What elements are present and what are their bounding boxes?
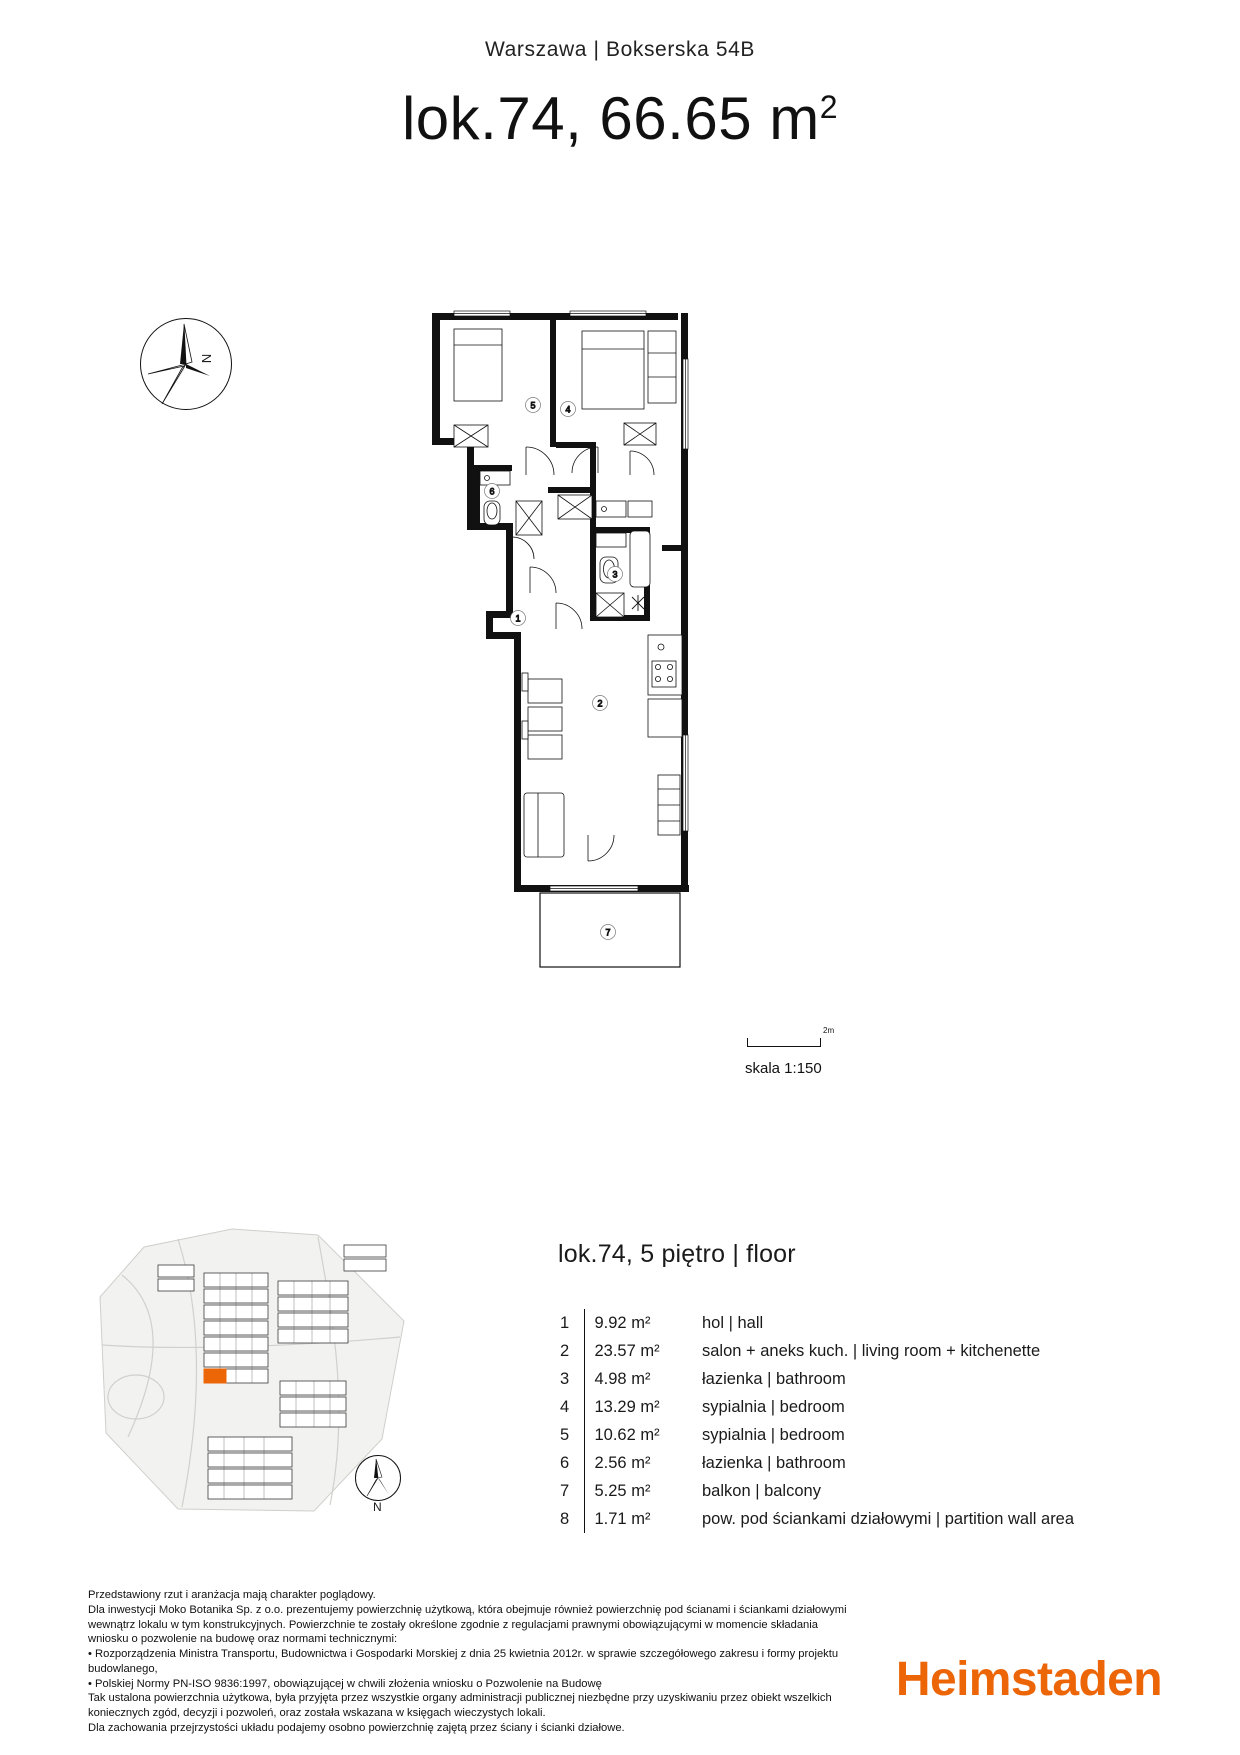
compass-ring-icon [355, 1455, 401, 1501]
legend-number: 3 [560, 1369, 570, 1388]
disclaimer-line: Dla zachowania przejrzystości układu podajemy osobno powierzchnię zajętą przez ściany i ścianki działowe. [88, 1722, 625, 1735]
legend-panel [558, 1240, 1178, 1533]
svg-text:7: 7 [605, 927, 611, 938]
legend-description: łazienka | bathroom [702, 1369, 846, 1388]
legend-description: sypialnia | bedroom [702, 1397, 845, 1416]
compass-north-label: N [199, 353, 215, 364]
legend-number: 5 [560, 1425, 570, 1444]
project-location: Warszawa | Bokserska 54B [485, 38, 755, 61]
legend-description: sypialnia | bedroom [702, 1425, 845, 1444]
legend-description: salon + aneks kuch. | living room + kitchenette [702, 1341, 1041, 1360]
scale-unit-label: 2m [823, 1026, 835, 1035]
table-row [558, 1477, 1074, 1505]
svg-text:4: 4 [565, 404, 571, 415]
disclaimer-line: • Polskiej Normy PN-ISO 9836:1997, obowiązującej w chwili złożenia wniosku o Pozwolenie na Budowę [88, 1677, 602, 1690]
svg-text:1: 1 [515, 613, 521, 624]
legend-number: 4 [560, 1397, 570, 1416]
table-row [558, 1393, 1074, 1421]
scale-label: skala 1:150 [745, 1060, 822, 1077]
legend-heading: lok.74, 5 piętro | floor [558, 1240, 796, 1268]
svg-text:5: 5 [530, 400, 536, 411]
disclaimer-line: Przedstawiony rzut i aranżacja mają charakter poglądowy. [88, 1589, 376, 1601]
legend-number: 7 [560, 1481, 570, 1500]
legend-table [558, 1309, 1074, 1533]
table-row [558, 1449, 1074, 1477]
svg-text:3: 3 [612, 569, 618, 580]
disclaimer-line: • Rozporządzenia Ministra Transportu, Budownictwa i Gospodarki Morskiej z dnia 25 kwietnia 2012r. w sprawie szczegółowego zakresu i formy projektu budowlanego, [88, 1648, 839, 1675]
legend-area: 23.57 m² [584, 1337, 684, 1365]
table-row [558, 1505, 1074, 1533]
compass-north-label: N [373, 1500, 382, 1514]
floor-plan-drawing [430, 305, 750, 985]
legal-disclaimer [88, 1588, 858, 1736]
legend-number: 6 [560, 1453, 570, 1472]
page-header [0, 0, 1240, 153]
page-title-superscript: 2 [819, 89, 839, 125]
page-title-text: lok.74, 66.65 m [401, 85, 820, 152]
highlighted-unit-marker [204, 1369, 226, 1383]
legend-number: 1 [560, 1313, 570, 1332]
legend-area: 10.62 m² [584, 1421, 684, 1449]
legend-area: 13.29 m² [584, 1393, 684, 1421]
page-title [0, 84, 1240, 153]
legend-area: 1.71 m² [584, 1505, 684, 1533]
compass-ring-icon [140, 318, 232, 410]
svg-text:2: 2 [597, 698, 603, 709]
table-row [558, 1421, 1074, 1449]
legend-description: pow. pod ściankami działowymi | partition wall area [702, 1509, 1075, 1528]
legend-number: 2 [560, 1341, 570, 1360]
floor-plan [430, 305, 750, 985]
brand-logo: Heimstaden [895, 1653, 1162, 1706]
plan-compass [140, 318, 232, 410]
table-row [558, 1309, 1074, 1337]
scale-bar-icon [747, 1038, 821, 1047]
table-row [558, 1337, 1074, 1365]
sitemap-compass [355, 1455, 407, 1517]
legend-area: 5.25 m² [584, 1477, 684, 1505]
scale-indicator [745, 1026, 835, 1077]
disclaimer-line: Tak ustalona powierzchnia użytkowa, była przyjęta przez wszystkie organy administracji publicznej niezbędne przy uzyskiwaniu przez obiekt wszelkich koniecznych zgód, decyzji i pozwoleń, oraz została wskazana w księgach wieczystych lokali. [88, 1692, 832, 1720]
legend-area: 4.98 m² [584, 1365, 684, 1393]
legend-area: 9.92 m² [584, 1309, 684, 1337]
legend-description: hol | hall [702, 1313, 764, 1332]
svg-text:6: 6 [489, 486, 495, 497]
legend-number: 8 [560, 1509, 570, 1528]
legend-area: 2.56 m² [584, 1449, 684, 1477]
legend-description: łazienka | bathroom [702, 1453, 846, 1472]
disclaimer-line: Dla inwestycji Moko Botanika Sp. z o.o. prezentujemy powierzchnię użytkową, która obejmuje również powierzchnię pod ścianami i ściankami działowymi wewnątrz lokalu w tym konstrukcyjnych. Powierzchnie te zostały określone zgodnie z regulacjami prawnymi obowiązującymi w momencie składania wniosku o pozwolenie na budowę oraz normami technicznymi: [88, 1603, 847, 1646]
legend-description: balkon | balcony [702, 1481, 821, 1500]
table-row [558, 1365, 1074, 1393]
